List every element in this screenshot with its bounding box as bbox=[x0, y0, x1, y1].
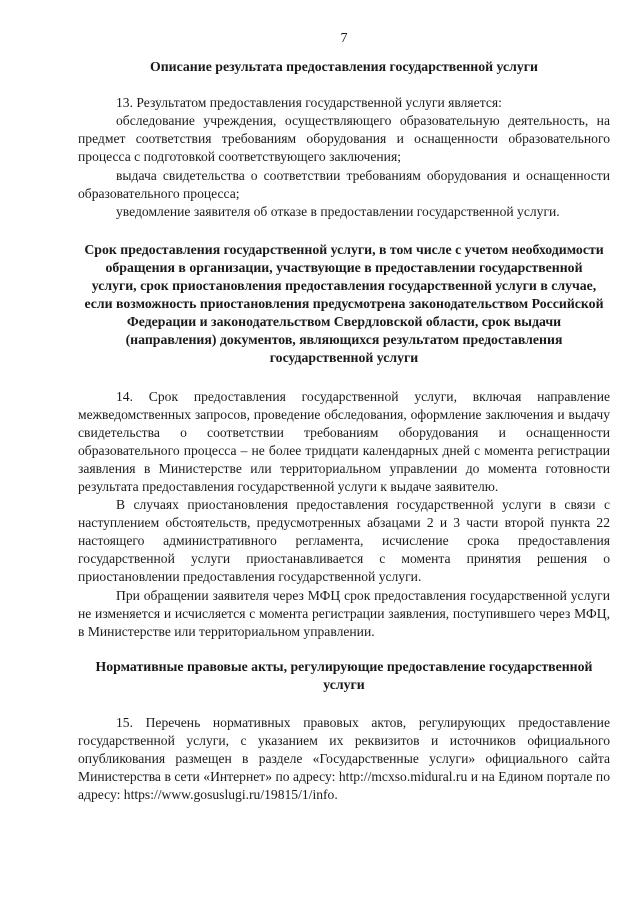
paragraph-14: 14. Срок предоставления государственной услуги, включая направление межведомственных запросов, проведение обследования, оформление заключения и выдачу свидетельства о соответствии требованиям оборудования и оснащенности образовательного процесса – не более тридцати календарных дней с момента регистрации заявления в Министерстве или территориальном управлении до момента готовности результата предоставления государственной услуги к выдаче заявителю. bbox=[78, 388, 610, 494]
paragraph-15: 15. Перечень нормативных правовых актов, регулирующих предоставление государственной услуги, с указанием их реквизитов и источников официального опубликования размещен в разделе «Государственные услуги» официального сайта Министерства в сети «Интернет» по адресу: http://mcxso.midural.ru и на Едином портале по адресу: https://www.gosuslugi.ru/19815/1/info. bbox=[78, 715, 610, 803]
section-heading-term: Срок предоставления государственной услуги, в том числе с учетом необходимости обращения в организации, участвующие в предоставлении государственной услуги, срок приостановления предоставления государственной услуги в случае, если возможность приостановления предусмотрена законодательством Российской Федерации и законодательством Свердловской области, срок выдачи (направления) документов, являющихся результатом предоставления государственной услуги bbox=[84, 241, 604, 366]
section-heading-result: Описание результата предоставления государственной услуги bbox=[149, 59, 538, 75]
result-item-refusal: уведомление заявителя об отказе в предоставлении государственной услуги. bbox=[116, 203, 560, 219]
section-heading-legal-acts: Нормативные правовые акты, регулирующие предоставление государственной услуги bbox=[95, 658, 593, 692]
page-number: 7 bbox=[340, 31, 348, 46]
result-item-certificate: выдача свидетельства о соответствии требованиям оборудования и оснащенности образовательного процесса; bbox=[78, 167, 610, 201]
result-item-inspection: обследование учреждения, осуществляющего образовательную деятельность, на предмет соответствия требованиям оборудования и оснащенности образовательного процесса с подготовкой соответствующего заключения; bbox=[78, 113, 610, 165]
paragraph-mfc: При обращении заявителя через МФЦ срок предоставления государственной услуги не изменяется и исчисляется с момента регистрации заявления, поступившего через МФЦ, в Министерстве или территориальном управлении. bbox=[78, 587, 610, 639]
document-page bbox=[78, 30, 610, 804]
paragraph-13: 13. Результатом предоставления государственной услуги является: bbox=[116, 95, 502, 111]
paragraph-suspension: В случаях приостановления предоставления государственной услуги в связи с наступлением обстоятельств, предусмотренных абзацами 2 и 3 части второй пункта 22 настоящего административного регламента, исчисление срока предоставления государственной услуги приостанавливается с момента принятия решения о приостановлении предоставления государственной услуги. bbox=[78, 497, 610, 585]
